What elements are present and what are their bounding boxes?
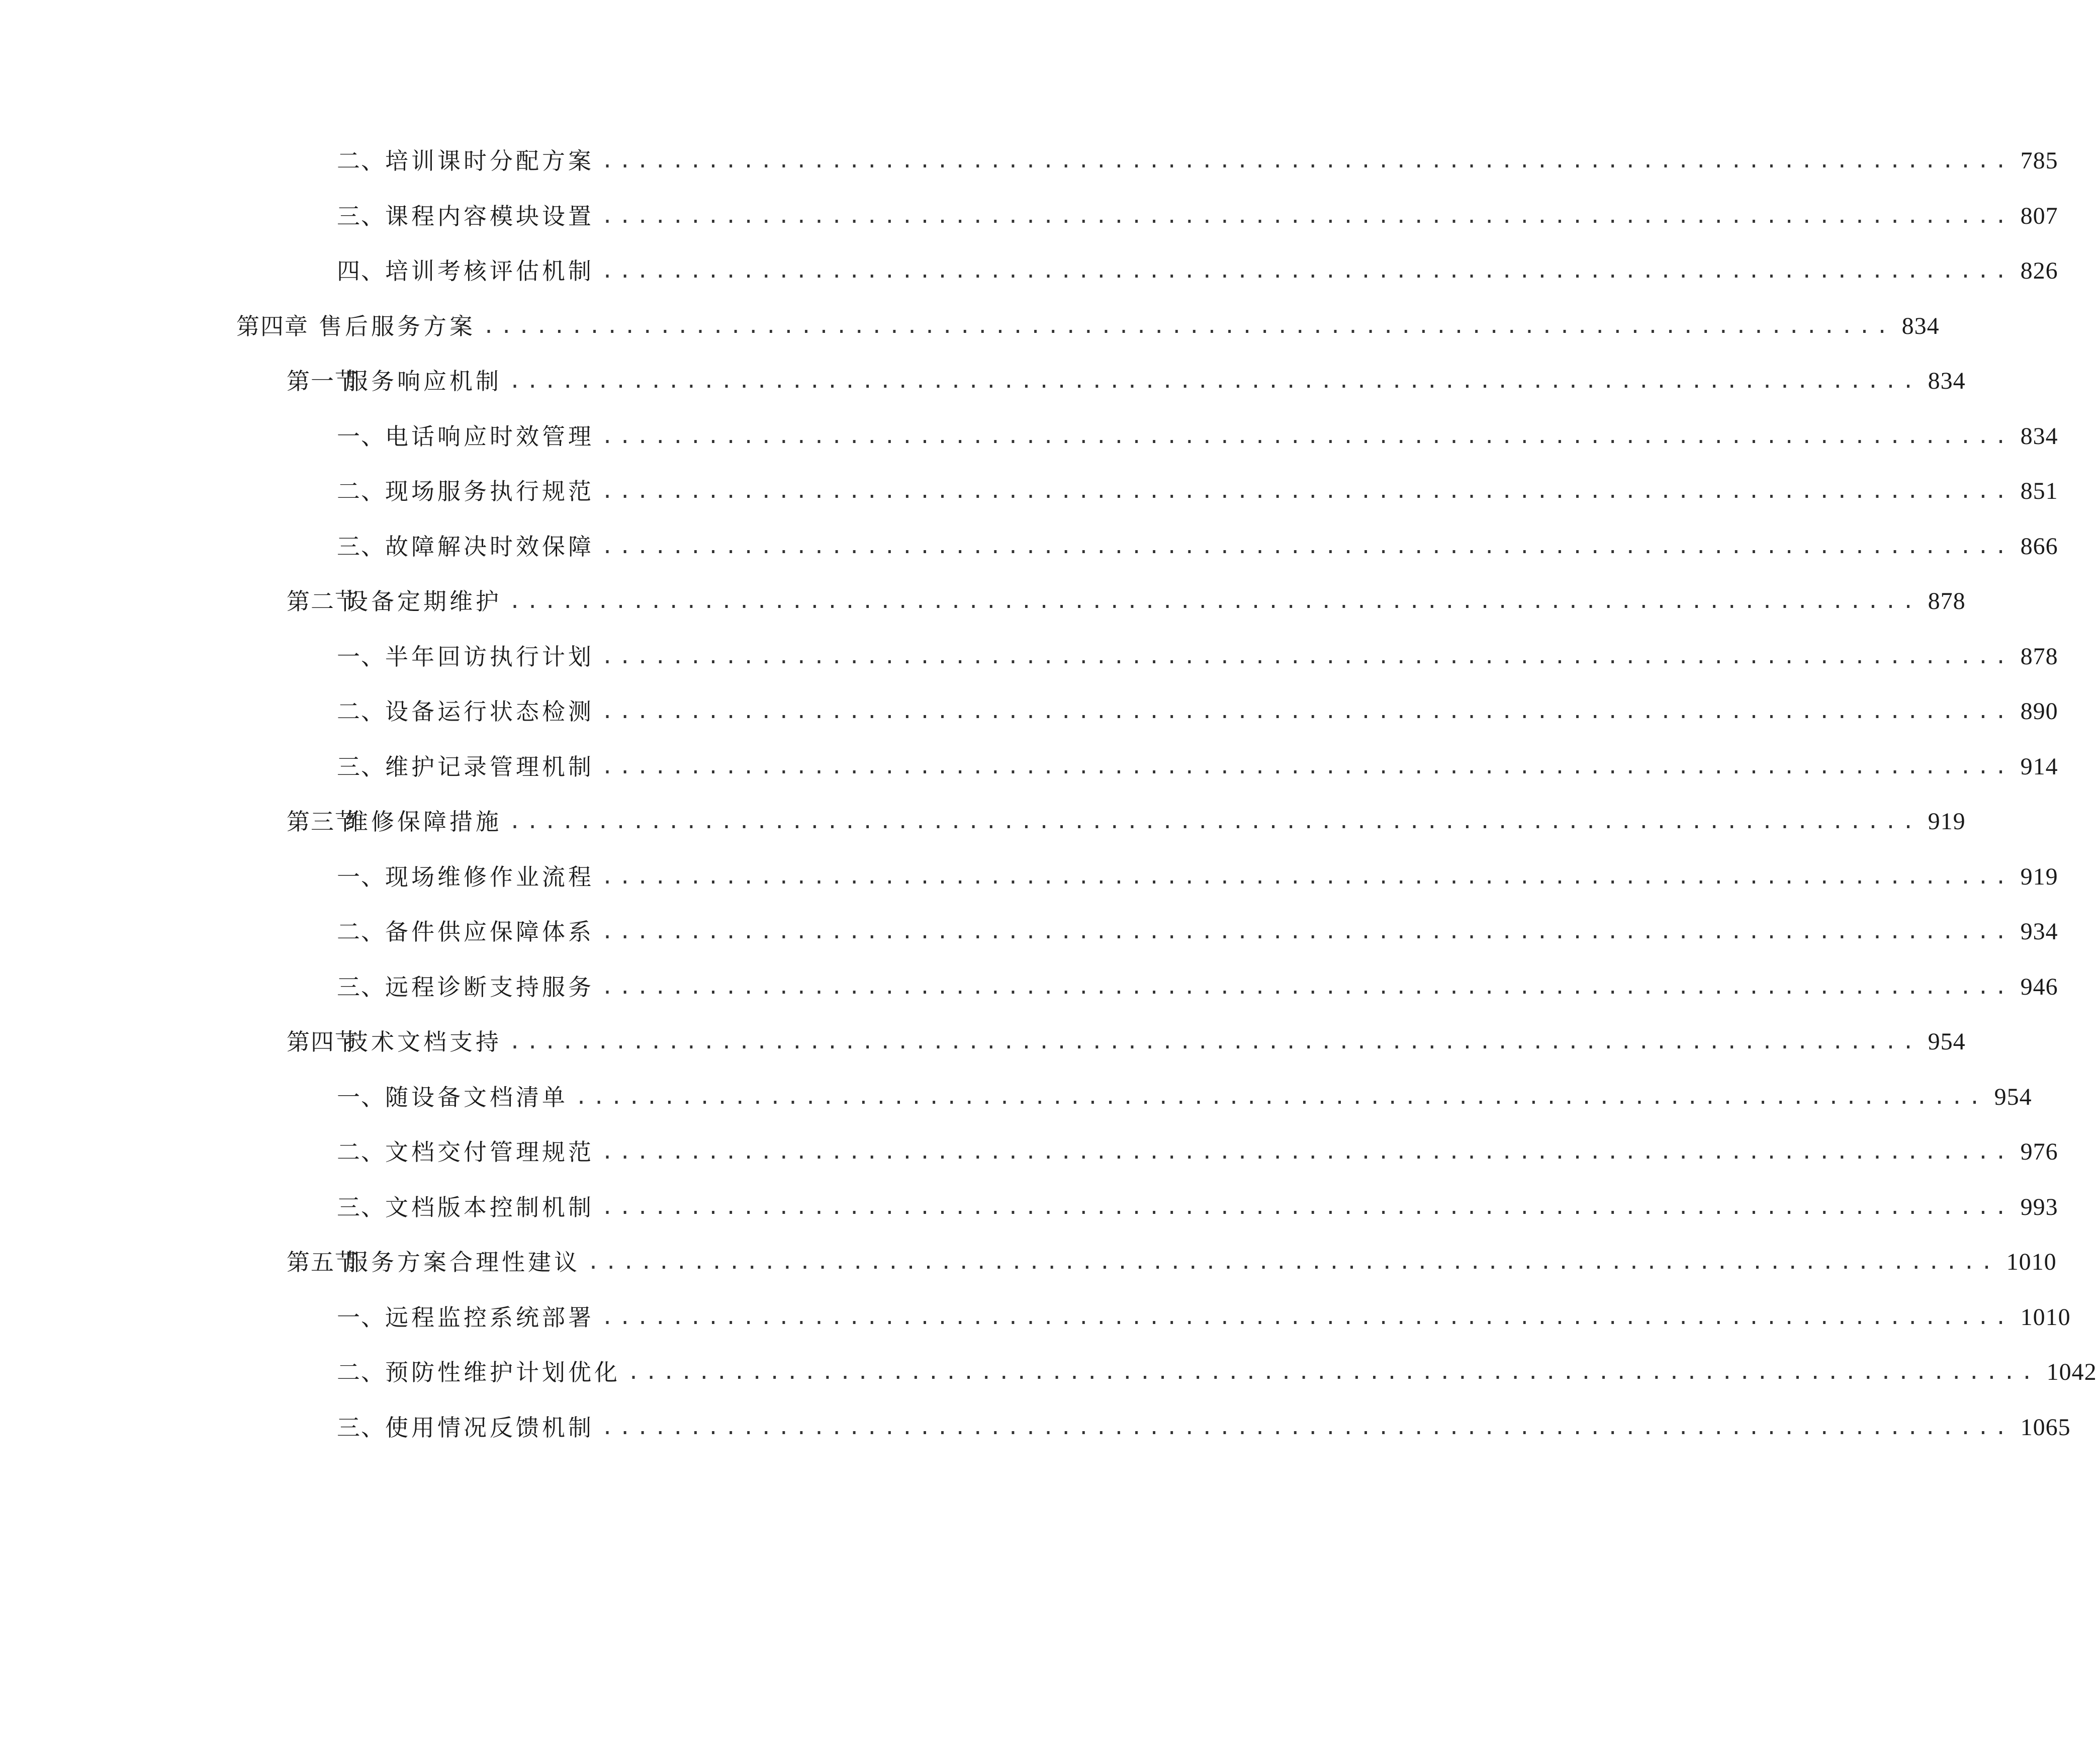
toc-entry-subsection[interactable] xyxy=(337,416,2058,457)
toc-entry-page-number: 834 xyxy=(2020,423,2058,450)
toc-entry-section[interactable] xyxy=(287,361,1966,401)
toc-entry-number: 二、 xyxy=(337,147,385,174)
toc-entry-page-number: 785 xyxy=(2020,147,2058,174)
toc-entry-number: 第三节 xyxy=(287,808,359,835)
dot-leader: ................................................................................ xyxy=(601,865,2013,889)
dot-leader: ................................................................................ xyxy=(575,1086,1986,1109)
dot-leader: ................................................................................ xyxy=(601,205,2013,228)
toc-entry-subsection[interactable] xyxy=(337,857,2058,897)
toc-entry-title: 随设备文档清单 xyxy=(385,1084,568,1111)
toc-entry-number: 二、 xyxy=(337,478,385,505)
toc-entry-subsection[interactable] xyxy=(337,1352,2097,1392)
toc-entry-title: 文档版本控制机制 xyxy=(385,1194,594,1221)
toc-entry-title: 技术文档支持 xyxy=(345,1028,502,1055)
toc-entry-title: 维修保障措施 xyxy=(345,808,502,835)
dot-leader: ................................................................................ xyxy=(509,810,1920,833)
toc-entry-page-number: 993 xyxy=(2020,1194,2058,1220)
toc-entry-page-number: 807 xyxy=(2020,203,2058,229)
dot-leader: ................................................................................ xyxy=(601,755,2013,778)
toc-entry-number: 一、 xyxy=(337,423,385,450)
toc-entry-title: 备件供应保障体系 xyxy=(385,918,594,945)
dot-leader: ................................................................................ xyxy=(587,1251,1998,1274)
toc-entry-title: 培训考核评估机制 xyxy=(385,257,594,285)
toc-entry-page-number: 1042 xyxy=(2046,1359,2097,1385)
toc-entry-number: 一、 xyxy=(337,1304,385,1331)
toc-entry-page-number: 1010 xyxy=(2020,1304,2071,1331)
toc-entry-title: 电话响应时效管理 xyxy=(385,423,594,450)
toc-entry-title: 维护记录管理机制 xyxy=(385,753,594,780)
toc-entry-subsection[interactable] xyxy=(337,1297,2071,1338)
toc-entry-title: 文档交付管理规范 xyxy=(385,1138,594,1166)
dot-leader: ................................................................................ xyxy=(509,1030,1920,1053)
toc-entry-title: 半年回访执行计划 xyxy=(385,643,594,670)
toc-entry-number: 三、 xyxy=(337,1414,385,1441)
toc-entry-page-number: 878 xyxy=(2020,643,2058,670)
toc-entry-subsection[interactable] xyxy=(337,1077,2032,1117)
toc-entry-number: 二、 xyxy=(337,918,385,945)
toc-entry-subsection[interactable] xyxy=(337,526,2058,567)
toc-entry-page-number: 1065 xyxy=(2020,1414,2071,1441)
toc-entry-number: 三、 xyxy=(337,753,385,780)
dot-leader: ................................................................................ xyxy=(483,315,1894,338)
toc-entry-section[interactable] xyxy=(287,581,1966,622)
toc-entry-subsection[interactable] xyxy=(337,1407,2071,1448)
toc-entry-page-number: 934 xyxy=(2020,918,2058,945)
dot-leader: ................................................................................ xyxy=(601,1196,2013,1219)
toc-entry-section[interactable] xyxy=(287,1242,2057,1282)
toc-entry-subsection[interactable] xyxy=(337,747,2058,787)
dot-leader: ................................................................................ xyxy=(601,259,2013,283)
toc-entry-number: 第一节 xyxy=(287,368,359,395)
toc-entry-number: 二、 xyxy=(337,698,385,725)
toc-entry-page-number: 954 xyxy=(1928,1028,1966,1055)
toc-entry-page-number: 851 xyxy=(2020,478,2058,504)
toc-entry-number: 二、 xyxy=(337,1138,385,1166)
dot-leader: ................................................................................ xyxy=(601,425,2013,448)
toc-entry-subsection[interactable] xyxy=(337,912,2058,952)
toc-entry-page-number: 866 xyxy=(2020,533,2058,560)
toc-entry-page-number: 976 xyxy=(2020,1138,2058,1165)
toc-entry-page-number: 914 xyxy=(2020,753,2058,780)
toc-entry-page-number: 954 xyxy=(1994,1084,2032,1110)
toc-entry-section[interactable] xyxy=(287,802,1966,842)
toc-entry-title: 课程内容模块设置 xyxy=(385,203,594,230)
dot-leader: ................................................................................ xyxy=(601,645,2013,668)
toc-entry-number: 一、 xyxy=(337,1084,385,1111)
toc-entry-title: 现场维修作业流程 xyxy=(385,863,594,891)
toc-entry-title: 预防性维护计划优化 xyxy=(385,1359,620,1386)
toc-entry-subsection[interactable] xyxy=(337,196,2058,236)
toc-entry-number: 二、 xyxy=(337,1359,385,1386)
toc-entry-title: 设备定期维护 xyxy=(345,588,502,615)
dot-leader: ................................................................................ xyxy=(601,480,2013,503)
toc-entry-page-number: 946 xyxy=(2020,974,2058,1000)
toc-entry-title: 使用情况反馈机制 xyxy=(385,1414,594,1441)
toc-entry-page-number: 919 xyxy=(1928,808,1966,835)
toc-entry-number: 三、 xyxy=(337,533,385,560)
toc-entry-title: 远程监控系统部署 xyxy=(385,1304,594,1331)
toc-entry-page-number: 834 xyxy=(1928,368,1966,394)
toc-entry-title: 设备运行状态检测 xyxy=(385,698,594,725)
toc-entry-subsection[interactable] xyxy=(337,1132,2058,1172)
toc-entry-number: 一、 xyxy=(337,643,385,670)
toc-entry-title: 培训课时分配方案 xyxy=(385,147,594,174)
toc-entry-page-number: 919 xyxy=(2020,863,2058,890)
toc-entry-number: 三、 xyxy=(337,203,385,230)
toc-entry-chapter[interactable] xyxy=(236,306,1940,346)
dot-leader: ................................................................................ xyxy=(601,1416,2013,1439)
toc-entry-number: 第四章 xyxy=(236,313,309,340)
toc-entry-title: 故障解决时效保障 xyxy=(385,533,594,560)
toc-entry-number: 第四节 xyxy=(287,1028,359,1055)
toc-entry-page-number: 834 xyxy=(1901,313,1940,339)
toc-entry-subsection[interactable] xyxy=(337,141,2058,181)
toc-entry-title: 远程诊断支持服务 xyxy=(385,974,594,1001)
dot-leader: ................................................................................ xyxy=(601,1306,2013,1329)
dot-leader: ................................................................................ xyxy=(509,370,1920,393)
toc-entry-number: 三、 xyxy=(337,1194,385,1221)
toc-entry-title: 服务方案合理性建议 xyxy=(345,1249,580,1276)
toc-entry-page-number: 878 xyxy=(1928,588,1966,614)
toc-entry-subsection[interactable] xyxy=(337,637,2058,677)
toc-entry-title: 售后服务方案 xyxy=(319,313,476,340)
dot-leader: ................................................................................ xyxy=(601,700,2013,723)
toc-entry-subsection[interactable] xyxy=(337,967,2058,1007)
toc-entry-number: 三、 xyxy=(337,974,385,1001)
toc-entry-subsection[interactable] xyxy=(337,691,2058,732)
toc-entry-number: 四、 xyxy=(337,257,385,285)
toc-entry-section[interactable] xyxy=(287,1022,1966,1062)
dot-leader: ................................................................................ xyxy=(601,976,2013,999)
toc-entry-number: 第五节 xyxy=(287,1249,359,1276)
dot-leader: ................................................................................ xyxy=(509,590,1920,613)
toc-entry-title: 服务响应机制 xyxy=(345,368,502,395)
toc-entry-number: 一、 xyxy=(337,863,385,891)
toc-entry-page-number: 826 xyxy=(2020,257,2058,284)
toc-entry-subsection[interactable] xyxy=(337,471,2058,511)
toc-entry-subsection[interactable] xyxy=(337,251,2058,291)
dot-leader: ................................................................................ xyxy=(601,149,2013,172)
dot-leader: ................................................................................ xyxy=(601,920,2013,943)
toc-entry-subsection[interactable] xyxy=(337,1187,2058,1227)
toc-entry-title: 现场服务执行规范 xyxy=(385,478,594,505)
toc-entry-page-number: 1010 xyxy=(2006,1249,2057,1275)
dot-leader: ................................................................................ xyxy=(627,1361,2039,1384)
toc-entry-number: 第二节 xyxy=(287,588,359,615)
dot-leader: ................................................................................ xyxy=(601,1140,2013,1164)
dot-leader: ................................................................................ xyxy=(601,535,2013,558)
toc-entry-page-number: 890 xyxy=(2020,698,2058,725)
